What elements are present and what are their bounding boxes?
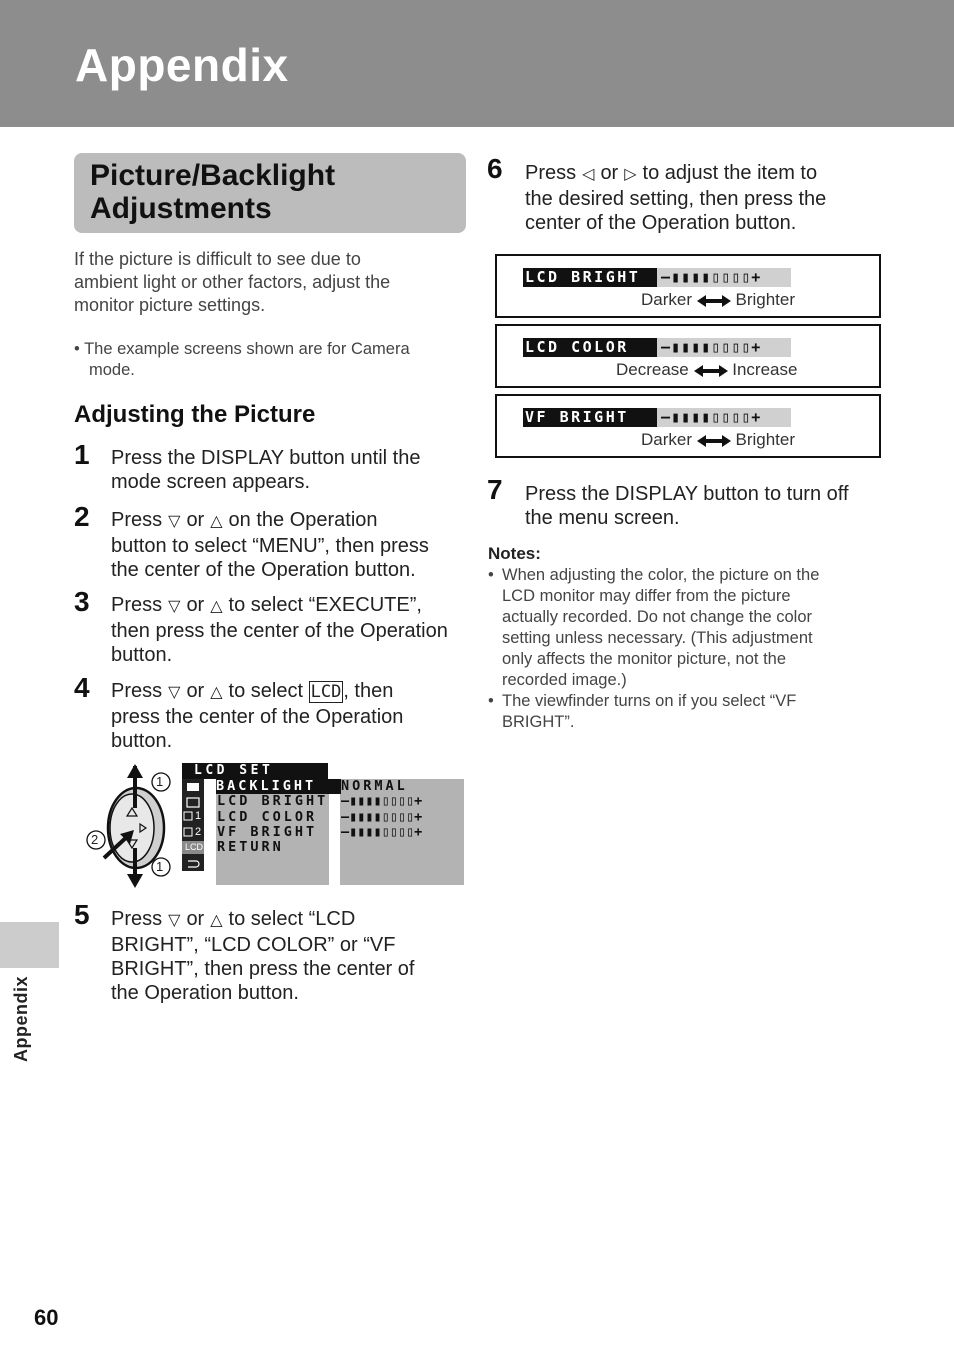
lcd-bright-screen <box>495 254 881 318</box>
note-2 <box>488 691 868 733</box>
double-arrow-icon <box>694 364 728 378</box>
menu-title: LCD SET <box>182 763 328 779</box>
step-line: the menu screen. <box>525 507 680 529</box>
menu-value-lcd-bright: –▮▮▮▮▯▯▯▯+ <box>341 793 423 809</box>
step-number: 4 <box>74 672 90 703</box>
step-7-text <box>525 482 849 530</box>
screen-caption <box>616 360 797 380</box>
step-4-text <box>111 679 403 753</box>
step-line: Press the DISPLAY button to turn off <box>525 483 849 505</box>
operation-button-icon <box>84 764 184 890</box>
note-line: setting unless necessary. (This adjustment <box>502 629 813 647</box>
section-title-line2: Adjustments <box>90 192 272 225</box>
bullet: • <box>488 692 494 710</box>
step-line: button. <box>111 644 173 666</box>
step-number: 6 <box>487 153 503 184</box>
section-title-box <box>74 153 466 233</box>
lcd-color-screen <box>495 324 881 388</box>
header-bar <box>0 0 954 127</box>
step-line: press the center of the Operation <box>111 706 404 728</box>
caption-right: Increase <box>732 360 798 379</box>
step-line: BRIGHT”, “LCD COLOR” or “VF <box>111 934 396 956</box>
note-1 <box>488 565 868 691</box>
step-line: the desired setting, then press the <box>525 188 827 210</box>
step-2-text <box>111 508 429 582</box>
step-word: to select “EXECUTE”, <box>228 594 422 616</box>
page-number: 60 <box>34 1305 59 1330</box>
menu-value-vf-bright: –▮▮▮▮▯▯▯▯+ <box>341 824 423 840</box>
step-word: to select “LCD <box>228 908 356 930</box>
bullet: • <box>488 566 494 584</box>
step-word: to select <box>228 680 304 702</box>
menu-item-return: RETURN <box>217 839 284 855</box>
menu-value-lcd-color: –▮▮▮▮▯▯▯▯+ <box>341 809 423 825</box>
up-triangle-icon: △ <box>210 598 223 615</box>
down-triangle-icon: ▽ <box>168 598 181 615</box>
step-word: or <box>186 680 205 702</box>
step-number: 7 <box>487 474 503 505</box>
level-indicator: –▮▮▮▮▯▯▯▯+ <box>661 338 762 356</box>
page-header-title: Appendix <box>75 39 289 91</box>
setting-label: LCD BRIGHT <box>523 268 657 287</box>
step-line: Press the DISPLAY button until the <box>111 447 421 469</box>
step-line: then press the center of the Operation <box>111 620 448 642</box>
menu-value-backlight: NORMAL <box>341 778 408 794</box>
lcd-icon: LCD <box>185 842 204 852</box>
menu-icon-label: 2 <box>195 826 202 838</box>
menu-icon-label: 1 <box>195 810 202 822</box>
menu-icon-column <box>182 779 204 871</box>
setting-label: LCD COLOR <box>523 338 657 357</box>
lcd-icon: LCD <box>310 682 342 702</box>
note-line: • The example screens shown are for Camera <box>74 340 410 358</box>
menu-item-lcd-bright: LCD BRIGHT <box>217 793 329 809</box>
section-title <box>90 159 335 225</box>
intro-line: monitor picture settings. <box>74 295 266 315</box>
double-arrow-icon <box>697 434 731 448</box>
level-indicator: –▮▮▮▮▯▯▯▯+ <box>661 408 762 426</box>
setting-label: VF BRIGHT <box>523 408 657 427</box>
step-word: or <box>186 509 205 531</box>
notes-title: Notes: <box>488 544 541 563</box>
callout-1-label: 1 <box>156 774 164 789</box>
camera-mode-note <box>74 339 410 381</box>
caption-right: Brighter <box>735 430 796 449</box>
screen-caption <box>641 290 795 310</box>
step-line: mode screen appears. <box>111 471 311 493</box>
step-line: button to select “MENU”, then press <box>111 535 429 557</box>
step-word: , then <box>343 680 394 702</box>
step-line: BRIGHT”, then press the center of <box>111 958 415 980</box>
caption-left: Decrease <box>616 360 689 379</box>
step-word: Press <box>111 594 163 616</box>
note-line: recorded image.) <box>502 671 627 689</box>
down-triangle-icon: ▽ <box>168 912 181 929</box>
step-3-text <box>111 593 448 667</box>
intro-line: ambient light or other factors, adjust the <box>74 272 391 292</box>
down-triangle-icon: ▽ <box>168 513 181 530</box>
step-word: Press <box>111 680 163 702</box>
step-line: button. <box>111 730 173 752</box>
step-word: or <box>186 594 205 616</box>
section-title-line1: Picture/Backlight <box>90 159 336 192</box>
screen-caption <box>641 430 795 450</box>
intro-paragraph <box>74 248 390 317</box>
note-line: actually recorded. Do not change the color <box>502 608 813 626</box>
caption-left: Darker <box>641 430 693 449</box>
note-line: LCD monitor may differ from the picture <box>502 587 791 605</box>
step-word: Press <box>111 509 163 531</box>
up-triangle-icon: △ <box>210 513 223 530</box>
subheading: Adjusting the Picture <box>74 401 316 428</box>
step-word: Press <box>111 908 163 930</box>
caption-right: Brighter <box>735 290 796 309</box>
menu-item-vf-bright: VF BRIGHT <box>217 824 318 840</box>
right-triangle-icon: ▷ <box>624 166 637 183</box>
callout-1-label: 1 <box>156 859 164 874</box>
down-triangle-icon: ▽ <box>168 684 181 701</box>
step-word: to adjust the item to <box>642 162 818 184</box>
note-line: only affects the monitor picture, not the <box>502 650 787 668</box>
caption-left: Darker <box>641 290 693 309</box>
step-5-text <box>111 907 414 1005</box>
step-number: 2 <box>74 501 90 532</box>
step-1-text <box>111 446 420 494</box>
step-word: Press <box>525 162 577 184</box>
up-triangle-icon: △ <box>210 684 223 701</box>
menu-item-lcd-color: LCD COLOR <box>217 809 318 825</box>
level-indicator: –▮▮▮▮▯▯▯▯+ <box>661 268 762 286</box>
step-number: 1 <box>74 439 90 470</box>
step-line: the center of the Operation button. <box>111 559 416 581</box>
step-line: center of the Operation button. <box>525 212 797 234</box>
note-line: mode. <box>89 361 135 379</box>
menu-mode-icons <box>182 779 204 871</box>
menu-item-backlight: BACKLIGHT <box>216 779 341 794</box>
setting-bar <box>523 268 791 287</box>
step-word: on the Operation <box>228 509 378 531</box>
note-line: The viewfinder turns on if you select “VF <box>502 692 797 710</box>
vf-bright-screen <box>495 394 881 458</box>
step-number: 3 <box>74 586 90 617</box>
step-6-text <box>525 161 826 235</box>
side-section-label: Appendix <box>11 975 31 1062</box>
step-number: 5 <box>74 899 90 930</box>
left-triangle-icon: ◁ <box>582 166 595 183</box>
callout-2-label: 2 <box>91 832 99 847</box>
step-word: or <box>600 162 619 184</box>
note-line: When adjusting the color, the picture on the <box>502 566 820 584</box>
setting-bar <box>523 338 791 357</box>
step-word: or <box>186 908 205 930</box>
up-triangle-icon: △ <box>210 912 223 929</box>
intro-line: If the picture is difficult to see due to <box>74 249 361 269</box>
setting-bar <box>523 408 791 427</box>
step-line: the Operation button. <box>111 982 299 1004</box>
double-arrow-icon <box>697 294 731 308</box>
note-line: BRIGHT”. <box>502 713 575 731</box>
side-tab <box>0 922 59 968</box>
